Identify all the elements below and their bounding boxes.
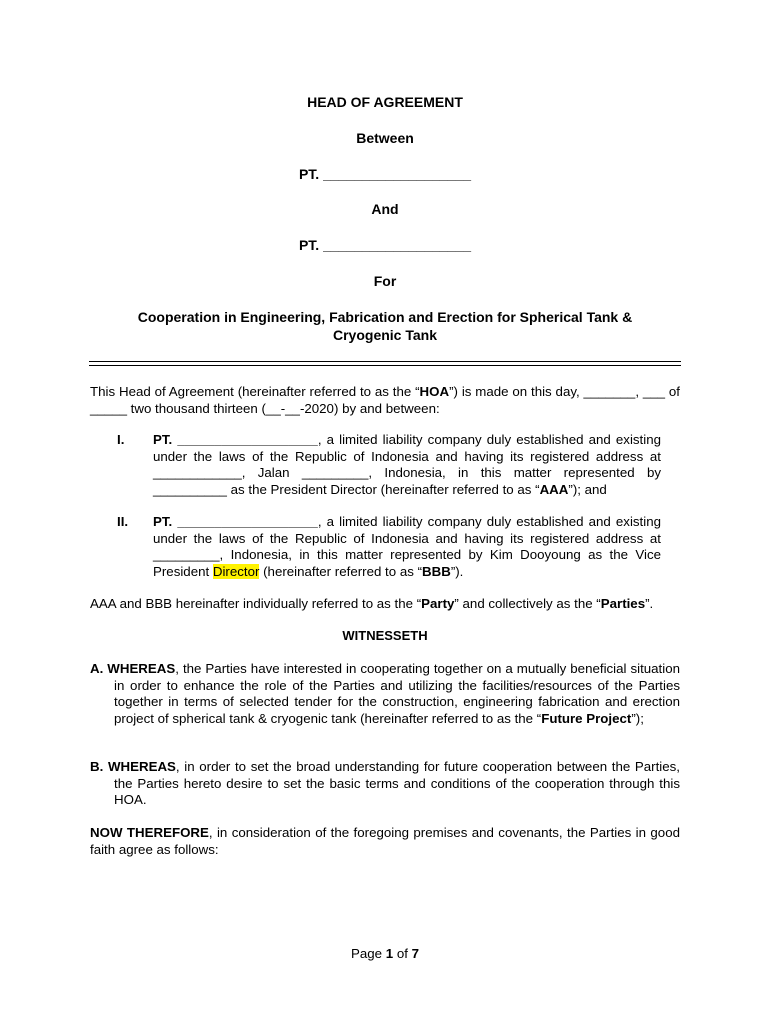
- whereas-a-text: , the Parties have interested in cooperating together on a mutually beneficial situation in order to enhance the role of the Parties and utilizing the facilities/resources of the Parties together in terms of selected tender for the construction, engineering fabrication and erection project of spherical tank & cryogenic tank (hereinafter referred to as the “: [114, 661, 680, 726]
- intro-post: ”) is made on this day, _______, ___ of _____ two thousand thirteen (__-__-2020) by and between:: [90, 384, 680, 416]
- and-label: And: [371, 201, 399, 217]
- highlighted-word: Director: [212, 563, 260, 579]
- intro-pre: This Head of Agreement (hereinafter referred to as the “: [90, 384, 420, 399]
- parties-definition: [90, 596, 680, 613]
- document-title: HEAD OF AGREEMENT: [307, 94, 463, 110]
- subject-line-2: Cryogenic Tank: [333, 327, 437, 343]
- for-label: For: [373, 273, 397, 289]
- party2-line: PT. ___________________: [298, 237, 472, 253]
- party-ii-pt: PT. ___________________: [153, 514, 318, 529]
- whereas-a-tag: A. WHEREAS: [90, 661, 176, 676]
- parties-post: ”.: [645, 596, 654, 611]
- parties-mid: ” and collectively as the “: [454, 596, 601, 611]
- footer-of: of: [393, 946, 412, 961]
- party-ii-text2: (hereinafter referred to as “: [259, 563, 423, 579]
- party1-line: PT. ___________________: [298, 166, 472, 182]
- party-ii-number: II.: [117, 514, 129, 529]
- now-therefore-paragraph: [90, 825, 680, 858]
- parties-pre: AAA and BBB hereinafter individually referred to as the “: [90, 596, 422, 611]
- party-i-pt: PT. ___________________: [153, 432, 318, 447]
- now-therefore-tag: NOW THEREFORE: [90, 825, 209, 840]
- party-i-text2: ”); and: [568, 481, 607, 497]
- whereas-b-text: , in order to set the broad understanding for future cooperation between the Parties, the Parties hereto desire to set the basic terms and conditions of the cooperation through this HOA.: [114, 759, 680, 807]
- whereas-a-bold: Future Project: [541, 710, 632, 726]
- footer-total-pages: 7: [411, 946, 420, 961]
- divider-bottom: [89, 365, 681, 366]
- whereas-b: [90, 759, 680, 809]
- now-therefore-text: , in consideration of the foregoing premises and covenants, the Parties in good faith agree as follows:: [90, 825, 680, 857]
- party-ii-text3: ”).: [450, 563, 464, 579]
- intro-hoa: HOA: [419, 384, 450, 399]
- party-i-alias: AAA: [539, 481, 569, 497]
- divider-top: [89, 361, 681, 362]
- whereas-b-tag: B. WHEREAS: [90, 759, 176, 774]
- page-footer: [0, 946, 770, 961]
- party-term: Party: [421, 596, 455, 611]
- footer-current-page: 1: [385, 946, 394, 961]
- parties-term: Parties: [600, 596, 646, 611]
- witnesseth-heading: WITNESSETH: [342, 628, 428, 643]
- party-i-number: I.: [117, 432, 125, 447]
- party-ii-text: [153, 514, 661, 580]
- whereas-a-end: ”);: [631, 710, 644, 726]
- between-label: Between: [356, 130, 414, 146]
- footer-page-word: Page: [350, 946, 386, 961]
- party-ii-alias: BBB: [422, 563, 451, 579]
- party-ii-text1: , a limited liability company duly established and existing under the laws of the Republic of Indonesia and having its registered address at _________, Indonesia, in this matter represented by Kim Dooyoung as the Vice President: [153, 514, 661, 579]
- party-i-text1: , a limited liability company duly established and existing under the laws of the Republic of Indonesia and having its registered address at ____________, Jalan _________, Indonesia, in this matter represented by __________ as the President Director (hereinafter referred to as “: [153, 432, 661, 497]
- subject-line-1: Cooperation in Engineering, Fabrication and Erection for Spherical Tank &: [137, 309, 633, 325]
- intro-paragraph: [90, 384, 680, 417]
- party-i-text: [153, 432, 661, 498]
- whereas-a: [90, 661, 680, 727]
